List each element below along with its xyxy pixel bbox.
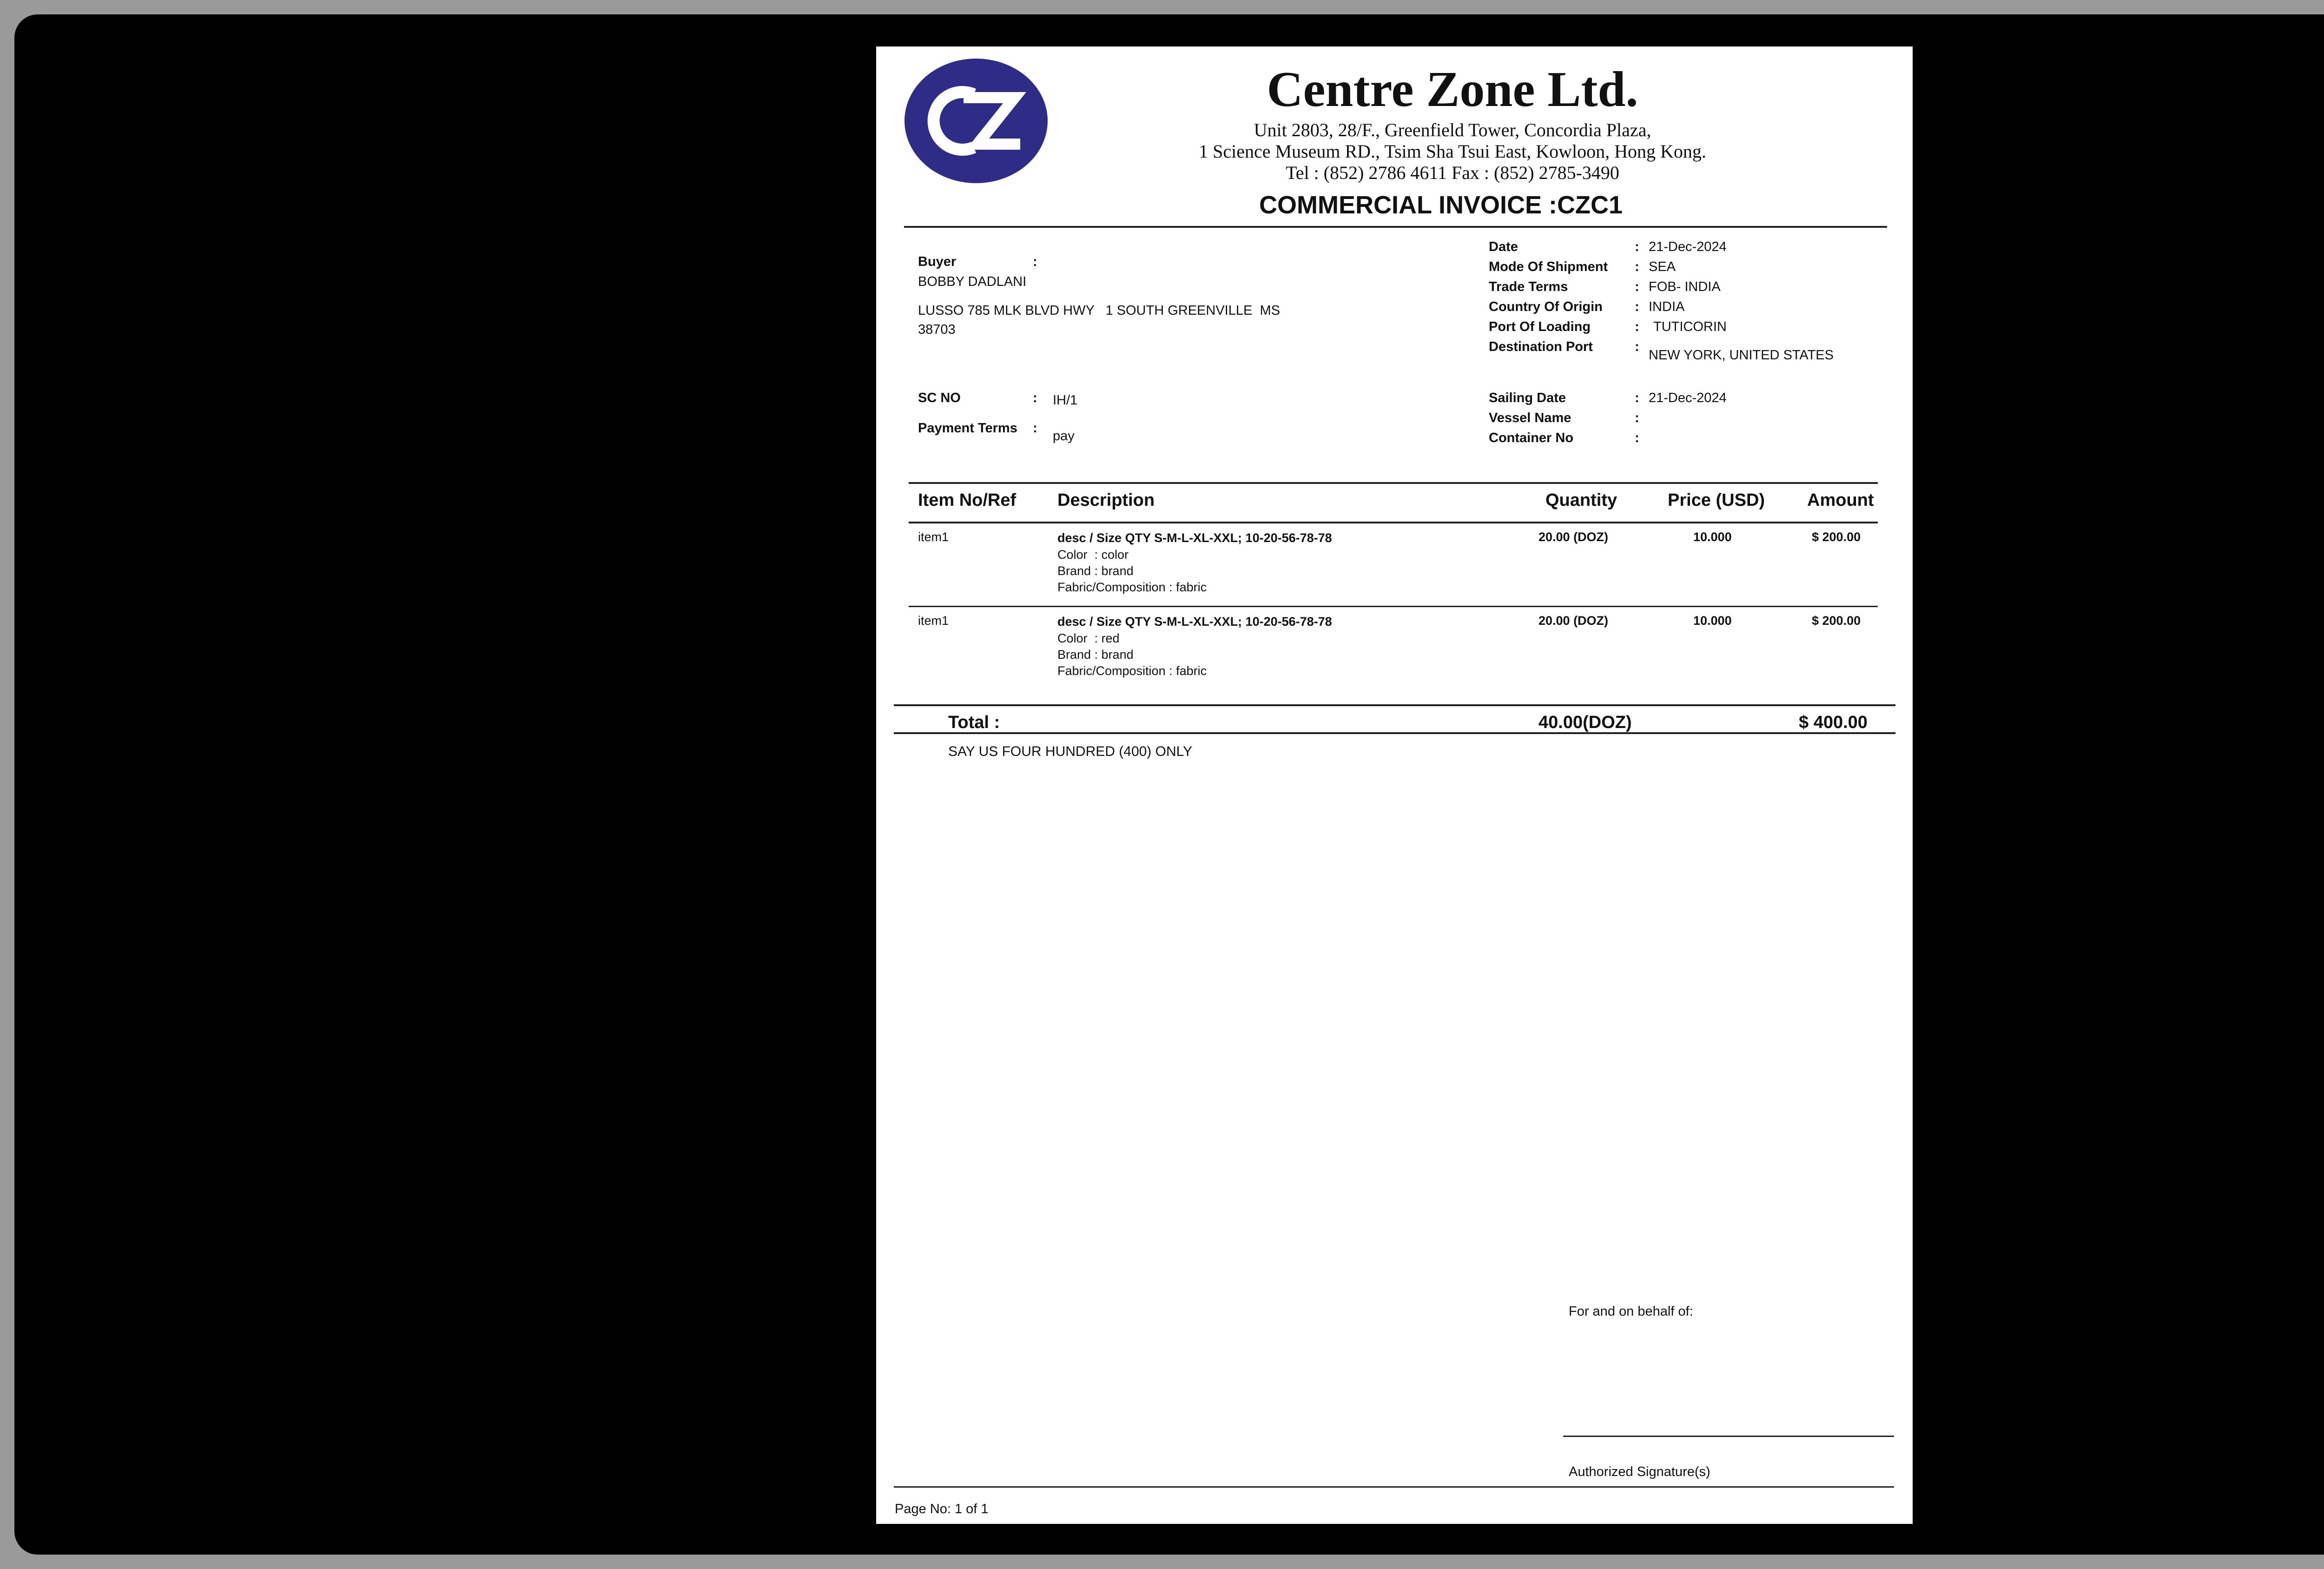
trade-terms-value: FOB- INDIA xyxy=(1649,279,1721,294)
company-address-line1: Unit 2803, 28/F., Greenfield Tower, Concordia Plaza, xyxy=(1254,119,1651,140)
buyer-name: BOBBY DADLANI xyxy=(918,274,1027,289)
trade-terms-label: Trade Terms xyxy=(1489,279,1568,294)
col-header-amount: Amount xyxy=(1807,490,1874,510)
row-amount: $ 200.00 xyxy=(1812,614,1861,628)
total-in-words: SAY US FOUR HUNDRED (400) ONLY xyxy=(948,744,1193,759)
row-brand: Brand : brand xyxy=(1057,648,1134,662)
buyer-colon: : xyxy=(1033,254,1037,269)
buyer-address-line1: LUSSO 785 MLK BLVD HWY 1 SOUTH GREENVILLE MS xyxy=(918,303,1280,318)
container-no-colon: : xyxy=(1635,430,1639,445)
buyer-address-line2: 38703 xyxy=(918,322,956,337)
row-description-title: desc / Size QTY S-M-L-XL-XXL; 10-20-56-78-78 xyxy=(1057,531,1332,545)
page-number: Page No: 1 of 1 xyxy=(895,1502,989,1516)
destination-port-value: NEW YORK, UNITED STATES xyxy=(1649,348,1834,363)
date-colon: : xyxy=(1635,239,1639,254)
mode-of-shipment-value: SEA xyxy=(1649,259,1676,274)
invoice-title: COMMERCIAL INVOICE :CZC1 xyxy=(1259,191,1623,219)
signature-label: Authorized Signature(s) xyxy=(1569,1464,1710,1479)
row-fabric: Fabric/Composition : fabric xyxy=(1057,664,1207,678)
company-name: Centre Zone Ltd. xyxy=(1267,62,1638,117)
row-price: 10.000 xyxy=(1693,614,1732,628)
country-of-origin-label: Country Of Origin xyxy=(1489,299,1603,314)
total-label: Total : xyxy=(948,713,1000,732)
total-quantity: 40.00(DOZ) xyxy=(1538,713,1632,732)
container-no-label: Container No xyxy=(1489,430,1574,445)
trade-terms-colon: : xyxy=(1635,279,1639,294)
col-header-item: Item No/Ref xyxy=(918,490,1017,510)
row-color: Color : red xyxy=(1057,631,1120,645)
col-header-quantity: Quantity xyxy=(1545,490,1618,510)
date-label: Date xyxy=(1489,239,1518,254)
sc-no-colon: : xyxy=(1033,391,1037,405)
on-behalf-text: For and on behalf of: xyxy=(1569,1304,1693,1319)
destination-port-colon: : xyxy=(1635,339,1639,354)
payment-terms-colon: : xyxy=(1033,421,1037,436)
payment-terms-label: Payment Terms xyxy=(918,421,1017,436)
header-divider xyxy=(904,226,1887,228)
port-of-loading-value: TUTICORIN xyxy=(1653,319,1727,334)
port-of-loading-label: Port Of Loading xyxy=(1489,319,1591,334)
sc-no-value: IH/1 xyxy=(1053,393,1078,408)
col-header-price: Price (USD) xyxy=(1668,490,1765,510)
payment-terms-value: pay xyxy=(1053,429,1075,444)
vessel-name-colon: : xyxy=(1635,410,1639,425)
table-top-border xyxy=(909,482,1878,484)
total-amount: $ 400.00 xyxy=(1799,713,1868,732)
company-address-line2: 1 Science Museum RD., Tsim Sha Tsui East, Kowloon, Hong Kong. xyxy=(1199,141,1706,162)
sailing-date-value: 21-Dec-2024 xyxy=(1649,391,1727,405)
invoice-page xyxy=(876,46,1913,1524)
mode-of-shipment-label: Mode Of Shipment xyxy=(1489,259,1608,274)
totals-bottom-border xyxy=(894,732,1895,734)
footer-divider xyxy=(894,1486,1894,1488)
country-of-origin-colon: : xyxy=(1635,299,1639,314)
signature-line xyxy=(1563,1436,1894,1437)
country-of-origin-value: INDIA xyxy=(1649,299,1685,314)
company-contact: Tel : (852) 2786 4611 Fax : (852) 2785-3490 xyxy=(1286,162,1619,183)
destination-port-label: Destination Port xyxy=(1489,339,1593,354)
col-header-description: Description xyxy=(1057,490,1155,510)
mode-of-shipment-colon: : xyxy=(1635,259,1639,274)
row-description-title: desc / Size QTY S-M-L-XL-XXL; 10-20-56-78-78 xyxy=(1057,615,1332,629)
row-color: Color : color xyxy=(1057,548,1129,562)
table-header-border xyxy=(909,522,1878,523)
row-quantity: 20.00 (DOZ) xyxy=(1538,614,1609,628)
row-item: item1 xyxy=(918,530,949,544)
date-value: 21-Dec-2024 xyxy=(1649,239,1727,254)
row-fabric: Fabric/Composition : fabric xyxy=(1057,580,1207,594)
totals-top-border xyxy=(894,704,1895,706)
sailing-date-colon: : xyxy=(1635,391,1639,405)
row-item: item1 xyxy=(918,614,949,628)
sailing-date-label: Sailing Date xyxy=(1489,391,1566,405)
row-brand: Brand : brand xyxy=(1057,564,1134,578)
port-of-loading-colon: : xyxy=(1635,319,1639,334)
buyer-label: Buyer xyxy=(918,254,957,269)
vessel-name-label: Vessel Name xyxy=(1489,410,1571,425)
row-amount: $ 200.00 xyxy=(1812,530,1861,544)
row-price: 10.000 xyxy=(1693,530,1732,544)
sc-no-label: SC NO xyxy=(918,391,961,405)
row-quantity: 20.00 (DOZ) xyxy=(1538,530,1609,544)
row-divider xyxy=(909,606,1878,607)
